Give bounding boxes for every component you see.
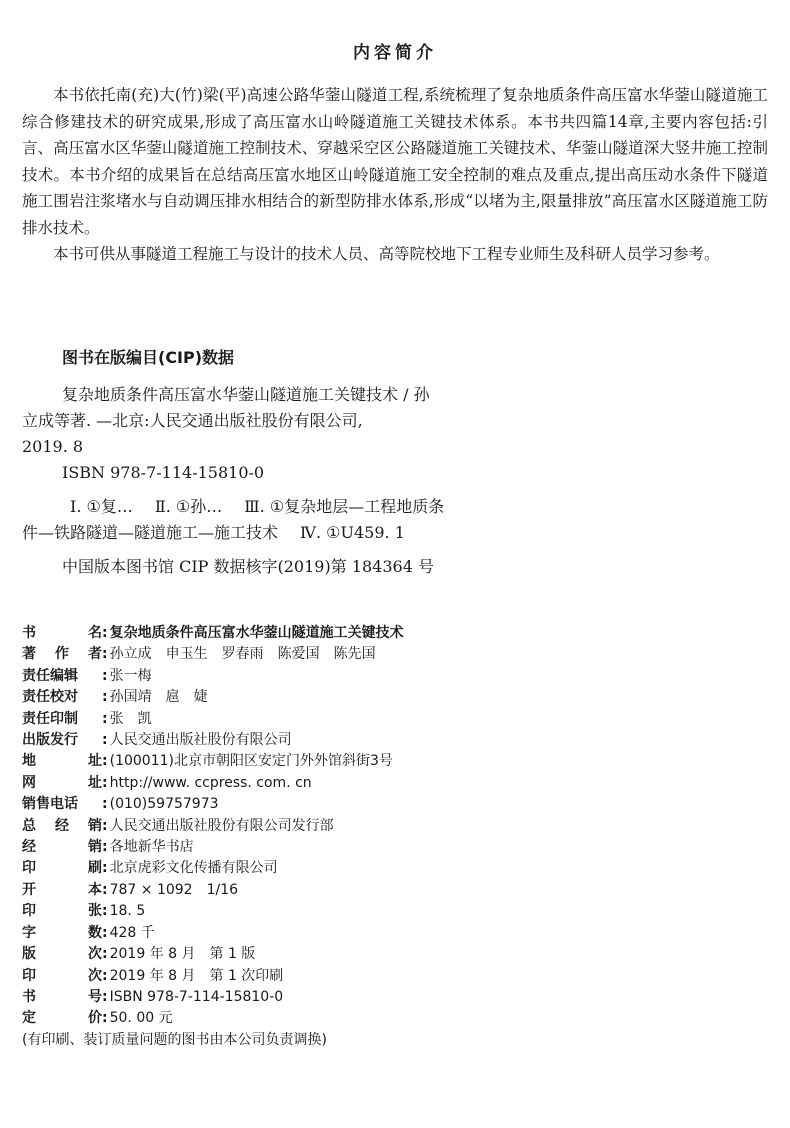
info-value: (100011)北京市朝阳区安定门外外馆斜街3号 bbox=[109, 753, 393, 770]
info-label-part: 书 bbox=[22, 988, 36, 1005]
colophon-info bbox=[22, 623, 768, 1051]
info-label-part: 址 bbox=[88, 753, 102, 770]
info-value: 孙国靖 扈 婕 bbox=[109, 689, 208, 706]
info-row bbox=[22, 794, 768, 815]
info-colon: : bbox=[102, 988, 108, 1005]
info-label bbox=[22, 751, 102, 772]
info-row bbox=[22, 966, 768, 987]
info-colon: : bbox=[102, 967, 108, 984]
info-colon: : bbox=[102, 924, 108, 941]
info-colon: : bbox=[102, 625, 108, 641]
info-label-part: 者 bbox=[88, 646, 102, 663]
info-label-part: 网 bbox=[22, 774, 36, 791]
info-label bbox=[22, 666, 102, 687]
info-label-part: 张 bbox=[88, 903, 102, 920]
cip-line-4: ISBN 978-7-114-15810-0 bbox=[62, 463, 265, 482]
info-label-part: 定 bbox=[22, 1010, 36, 1027]
info-row bbox=[22, 623, 768, 644]
info-label-part: 总 bbox=[22, 817, 36, 834]
info-colon: : bbox=[102, 646, 108, 663]
cip-class-4: Ⅳ. ①U459. 1 bbox=[300, 523, 405, 542]
info-label-part: 刷 bbox=[88, 860, 102, 877]
info-label-part: 销 bbox=[88, 839, 102, 856]
info-label-part: 印 bbox=[22, 967, 36, 984]
info-value: ISBN 978-7-114-15810-0 bbox=[109, 988, 284, 1005]
info-value: 北京虎彩文化传播有限公司 bbox=[109, 860, 278, 877]
info-row bbox=[22, 858, 768, 879]
info-label-part: 名 bbox=[88, 625, 102, 641]
info-colon: : bbox=[102, 689, 108, 706]
info-label bbox=[22, 773, 102, 794]
page-heading: 内容简介 bbox=[353, 43, 437, 63]
info-row bbox=[22, 666, 768, 687]
info-label-part: 印 bbox=[22, 903, 36, 920]
info-label-part: 版 bbox=[22, 946, 36, 963]
info-label bbox=[22, 858, 102, 879]
cip-record bbox=[22, 382, 542, 580]
info-colon: : bbox=[102, 796, 108, 813]
info-row bbox=[22, 1008, 768, 1029]
summary-section bbox=[22, 82, 768, 268]
info-label bbox=[22, 966, 102, 987]
footnote: (有印刷、装订质量问题的图书由本公司负责调换) bbox=[22, 1031, 327, 1048]
info-colon: : bbox=[102, 710, 108, 727]
info-label-part: 价 bbox=[88, 1010, 102, 1027]
info-label-part: 址 bbox=[88, 774, 102, 791]
info-value: 人民交通出版社股份有限公司发行部 bbox=[109, 817, 334, 834]
cip-line-2: 立成等著. —北京:人民交通出版社股份有限公司, bbox=[22, 411, 363, 430]
info-label-part: 次 bbox=[88, 967, 102, 984]
info-label-part: 印 bbox=[22, 860, 36, 877]
info-row bbox=[22, 944, 768, 965]
info-value: (010)59757973 bbox=[109, 796, 219, 813]
info-value: 各地新华书店 bbox=[109, 839, 194, 856]
info-label-part: 销售电话 bbox=[22, 796, 78, 813]
cip-class-1: Ⅰ. ①复… bbox=[70, 497, 133, 516]
cip-class-2: Ⅱ. ①孙… bbox=[154, 497, 223, 516]
info-label bbox=[22, 880, 102, 901]
info-label bbox=[22, 923, 102, 944]
info-label bbox=[22, 730, 102, 751]
cip-class-3-cont: 件—铁路隧道—隧道施工—施工技术 bbox=[22, 523, 279, 542]
info-value: 孙立成 申玉生 罗春雨 陈爱国 陈先国 bbox=[109, 646, 376, 663]
info-row bbox=[22, 816, 768, 837]
info-colon: : bbox=[102, 753, 108, 770]
info-label bbox=[22, 794, 102, 815]
info-label-part: 地 bbox=[22, 753, 36, 770]
info-value: http://www. ccpress. com. cn bbox=[109, 774, 312, 791]
info-value: 18. 5 bbox=[109, 903, 146, 920]
info-value: 2019 年 8 月 第 1 版 bbox=[109, 946, 256, 963]
info-label-part: 销 bbox=[88, 817, 102, 834]
info-row bbox=[22, 901, 768, 922]
info-label-part: 出版发行 bbox=[22, 732, 78, 749]
info-colon: : bbox=[102, 817, 108, 834]
info-label-part: 作 bbox=[55, 646, 69, 663]
info-label bbox=[22, 623, 102, 644]
info-label-part: 经 bbox=[55, 817, 69, 834]
info-label-part: 字 bbox=[22, 924, 36, 941]
info-value: 复杂地质条件高压富水华蓥山隧道施工关键技术 bbox=[109, 625, 404, 641]
cip-title: 图书在版编目(CIP)数据 bbox=[62, 348, 235, 367]
info-label-part: 数 bbox=[88, 924, 102, 941]
summary-paragraph-1: 本书依托南(充)大(竹)梁(平)高速公路华蓥山隧道工程,系统梳理了复杂地质条件高压富水华蓥山隧道施工综合修建技术的研究成果,形成了高压富水山岭隧道施工关键技术体系。本书共四篇14章,主要内容包括:引言、高压富水区华蓥山隧道施工控制技术、穿越采空区公路隧道施工关键技术、华蓥山隧道深大竖井施工控制技术。本书介绍的成果旨在总结高压富水地区山岭隧道施工安全控制的难点及重点,提出高压动水条件下隧道施工围岩注浆堵水与自动调压排水相结合的新型防排水体系,形成“以堵为主,限量排放”高压富水区隧道施工防排水技术。 bbox=[22, 86, 768, 237]
info-label-part: 号 bbox=[88, 988, 102, 1005]
info-colon: : bbox=[102, 946, 108, 963]
info-value: 张 凯 bbox=[109, 710, 152, 727]
cip-line-1: 复杂地质条件高压富水华蓥山隧道施工关键技术 / 孙 bbox=[62, 385, 430, 404]
info-row bbox=[22, 751, 768, 772]
cip-line-5 bbox=[22, 494, 542, 520]
info-row bbox=[22, 644, 768, 665]
info-colon: : bbox=[102, 667, 108, 684]
cip-line-3: 2019. 8 bbox=[22, 437, 84, 456]
info-value: 人民交通出版社股份有限公司 bbox=[109, 732, 292, 749]
info-value: 787 × 1092 1/16 bbox=[109, 881, 239, 898]
info-colon: : bbox=[102, 1010, 108, 1027]
info-colon: : bbox=[102, 881, 108, 898]
cip-class-3: Ⅲ. ①复杂地层—工程地质条 bbox=[244, 497, 445, 516]
info-row bbox=[22, 687, 768, 708]
cip-line-7: 中国版本图书馆 CIP 数据核字(2019)第 184364 号 bbox=[62, 557, 434, 576]
info-label-part: 著 bbox=[22, 646, 36, 663]
info-row bbox=[22, 709, 768, 730]
info-colon: : bbox=[102, 860, 108, 877]
info-label bbox=[22, 816, 102, 837]
info-row bbox=[22, 837, 768, 858]
info-row bbox=[22, 923, 768, 944]
info-label bbox=[22, 709, 102, 730]
info-label bbox=[22, 837, 102, 858]
info-label bbox=[22, 1008, 102, 1029]
info-value: 50. 00 元 bbox=[109, 1010, 173, 1027]
info-label bbox=[22, 901, 102, 922]
info-label bbox=[22, 987, 102, 1008]
info-row bbox=[22, 987, 768, 1008]
info-colon: : bbox=[102, 774, 108, 791]
info-colon: : bbox=[102, 732, 108, 749]
summary-paragraph-2: 本书可供从事隧道工程施工与设计的技术人员、高等院校地下工程专业师生及科研人员学习参考。 bbox=[53, 245, 720, 263]
info-value: 428 千 bbox=[109, 924, 155, 941]
info-label-part: 本 bbox=[88, 881, 102, 898]
info-colon: : bbox=[102, 839, 108, 856]
info-label-part: 开 bbox=[22, 881, 36, 898]
info-label bbox=[22, 687, 102, 708]
info-label bbox=[22, 944, 102, 965]
info-label-part: 次 bbox=[88, 946, 102, 963]
info-colon: : bbox=[102, 903, 108, 920]
info-row bbox=[22, 880, 768, 901]
info-label-part: 经 bbox=[22, 839, 36, 856]
info-label-part: 责任编辑 bbox=[22, 667, 78, 684]
info-value: 2019 年 8 月 第 1 次印刷 bbox=[109, 967, 284, 984]
cip-line-6 bbox=[22, 520, 542, 546]
info-label bbox=[22, 644, 102, 665]
info-label-part: 书 bbox=[22, 625, 36, 641]
info-label-part: 责任校对 bbox=[22, 689, 78, 706]
info-row bbox=[22, 773, 768, 794]
info-value: 张一梅 bbox=[109, 667, 152, 684]
info-label-part: 责任印制 bbox=[22, 710, 78, 727]
info-row bbox=[22, 730, 768, 751]
